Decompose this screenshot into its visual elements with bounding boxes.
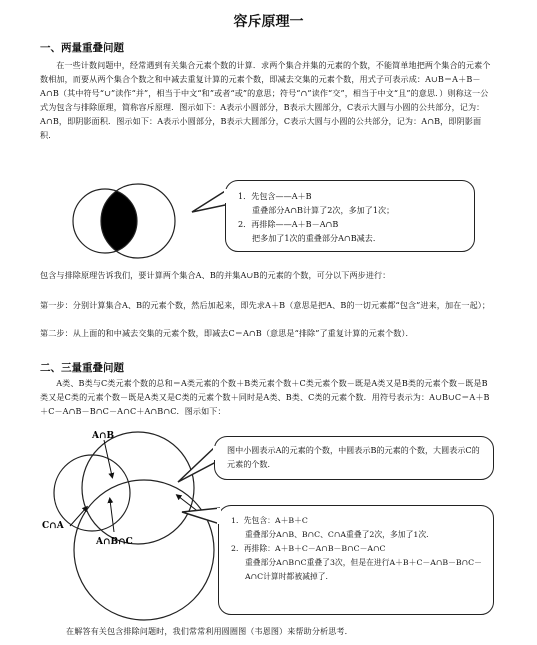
- inclusion-exclusion-box: [225, 180, 475, 252]
- section2-heading: 二、三量重叠问题: [40, 362, 124, 374]
- box1-line2: 重叠部分A∩B计算了2次，多加了1次；: [252, 205, 395, 215]
- step-two: 第二步：从上面的和中减去交集的元素个数，即减去C＝A∩B（意思是“排除”了重复计算的元素个数）．: [40, 328, 414, 338]
- callout-pointer: [176, 440, 216, 490]
- circle-legend-box: [214, 436, 494, 480]
- box1-line3: 2．再排除——A＋B－A∩B: [238, 219, 339, 229]
- box2-line4: 重叠部分A∩B∩C重叠了3次，但是在进行A＋B＋C－A∩B－B∩C－A∩C计算时都被减掉了．: [245, 558, 482, 581]
- box2-line1: 1．先包含：A＋B＋C: [231, 516, 308, 525]
- arrow-a-b-c: [110, 500, 114, 532]
- label-c-and-a: C∩A: [42, 521, 64, 531]
- section1-heading: 一、两量重叠问题: [40, 42, 124, 54]
- step-one: 第一步：分别计算集合A、B的元素个数，然后加起来，即先求A＋B（意思是把A、B的一切元素都“包含”进来，加在一起）；: [40, 300, 491, 310]
- section2-paragraph: A类、B类与C类元素个数的总和＝A类元素的个数＋B类元素个数＋C类元素个数－既是A类又是B类的元素个数－既是B类又是C类的元素个数－既是A类又是C类的元素个数＋同时是A类、B类、C类的元素个数．用符号表示为：A∪B∪C＝A＋B＋C－A∩B－B∩C－A∩C＋A∩B∩C．图示如下：: [40, 378, 490, 416]
- box2-line2: 重叠部分A∩B、B∩C、C∩A重叠了2次，多加了1次．: [245, 530, 434, 539]
- box1-line4: 把多加了1次的重叠部分A∩B减去．: [252, 233, 381, 243]
- venn-two-sets: [70, 182, 180, 260]
- footer-note: 在解答有关包含排除问题时，我们常常利用圆圈图（韦恩图）来帮助分析思考．: [66, 626, 353, 636]
- section1-paragraph2: 包含与排除原理告诉我们，要计算两个集合A、B的并集A∪B的元素的个数，可分以下两步进行：: [40, 270, 391, 280]
- box1-line1: 1．先包含——A＋B: [238, 191, 312, 201]
- three-set-explanation-box: [218, 505, 494, 615]
- label-a-b-c: A∩B∩C: [96, 537, 133, 547]
- label-a-and-b: A∩B: [92, 431, 115, 441]
- section1-paragraph1: 在一些计数问题中，经常遇到有关集合元素个数的计算．求两个集合并集的元素的个数，不能简单地把两个集合的元素个数相加，而要从两个集合个数之和中减去重复计算的元素个数，即减去交集的元素个数，用式子可表示成：A∪B＝A＋B－A∩B（其中符号“∪”读作“并”，相当于中文“和”或者“或”的意思；符号“∩”读作“交”，相当于中文“且”的意思．）则称这一公式为包含与排除原理，简称容斥原理．图示如下：A表示小圆部分，B表示大圆部分，C表示大圆与小圆的公共部分，记为：A∩B，即阴影面积．图示如下：A表示小圆部分，B表示大圆部分，C表示大圆与小圆的公共部分，记为：A∩B，即阴影面积．: [40, 60, 491, 140]
- arrow-c-and-a: [70, 508, 86, 526]
- box2-line3: 2．再排除：A＋B＋C－A∩B－B∩C－A∩C: [231, 544, 386, 553]
- circle-legend-text: 图中小圆表示A的元素的个数，中圆表示B的元素的个数，大圆表示C的元素的个数．: [227, 445, 480, 469]
- callout-pointer: [180, 504, 220, 534]
- page-title: 容斥原理一: [233, 14, 304, 30]
